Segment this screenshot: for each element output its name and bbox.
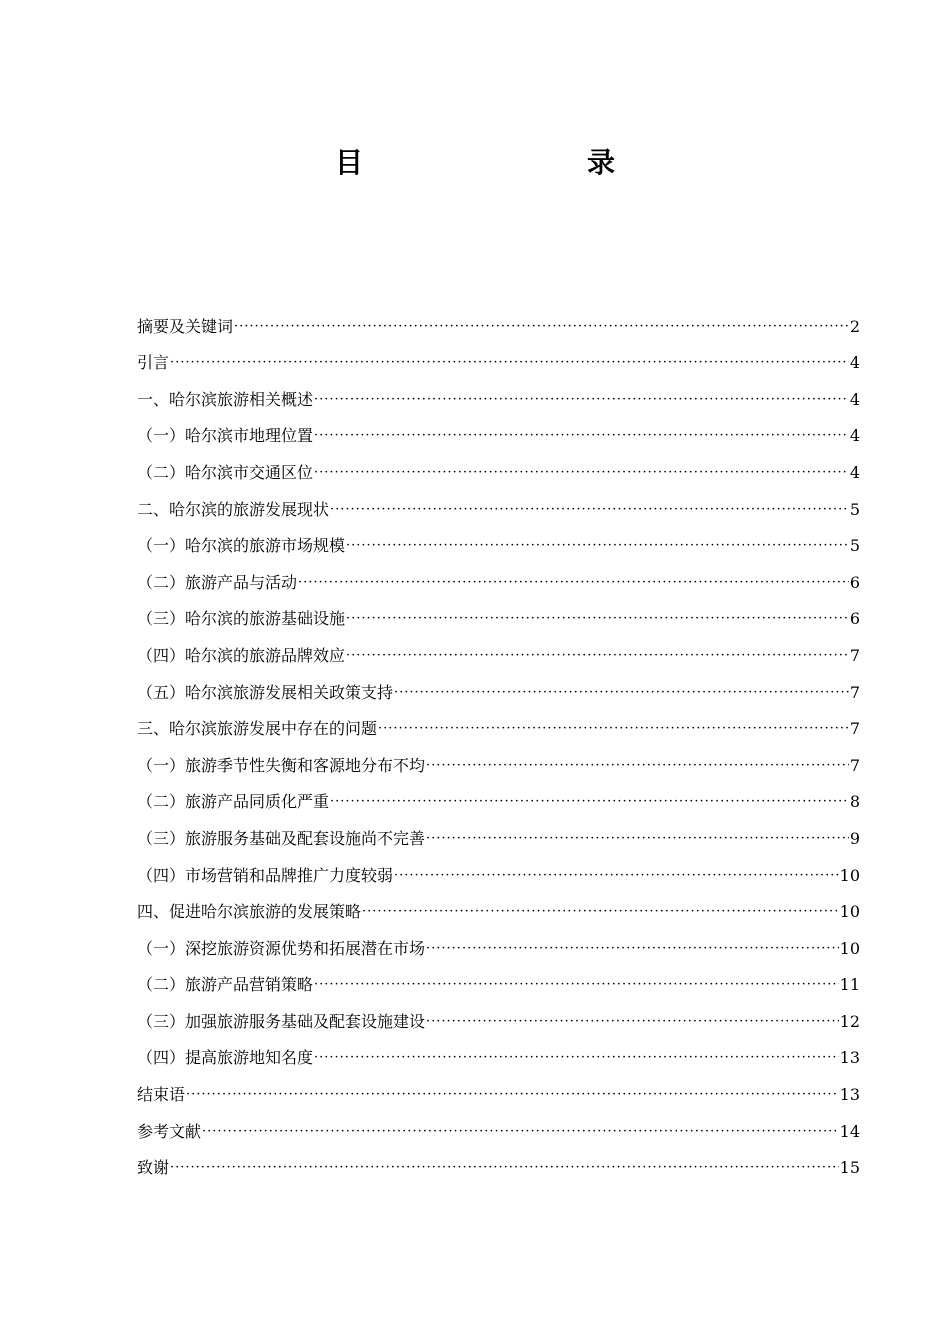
toc-entry[interactable] (137, 666, 860, 703)
toc-entry-page-number: 4 (849, 389, 860, 409)
toc-leader-dots (426, 829, 849, 849)
toc-entry-label: （三）旅游服务基础及配套设施尚不完善 (137, 828, 426, 848)
toc-entry-label: 摘要及关键词 (137, 316, 234, 336)
toc-entry-label: （二）旅游产品与活动 (137, 572, 298, 592)
toc-entry-label: 三、哈尔滨旅游发展中存在的问题 (137, 719, 378, 739)
toc-entry-page-number: 15 (839, 1158, 860, 1178)
toc-leader-dots (330, 792, 849, 812)
toc-entry-label: 四、促进哈尔滨旅游的发展策略 (137, 902, 362, 922)
toc-entry-page-number: 7 (849, 755, 860, 775)
toc-entry-page-number: 5 (849, 499, 860, 519)
toc-entry-page-number: 13 (839, 1085, 860, 1105)
toc-entry-label: （四）哈尔滨的旅游品牌效应 (137, 645, 346, 665)
toc-entry-page-number: 8 (849, 792, 860, 812)
toc-entry-page-number: 5 (849, 536, 860, 556)
toc-entry[interactable] (137, 739, 860, 776)
toc-leader-dots (314, 975, 839, 995)
toc-entry[interactable] (137, 1105, 860, 1142)
toc-leader-dots (426, 939, 839, 959)
toc-leader-dots (346, 646, 849, 666)
toc-entry[interactable] (137, 483, 860, 520)
toc-entry[interactable] (137, 812, 860, 849)
toc-entry-label: （三）加强旅游服务基础及配套设施建设 (137, 1011, 426, 1031)
toc-entry-page-number: 14 (839, 1121, 860, 1141)
toc-entry-page-number: 10 (839, 865, 860, 885)
toc-entry[interactable] (137, 1032, 860, 1069)
toc-leader-dots (202, 1122, 839, 1142)
toc-entry-label: 结束语 (137, 1085, 186, 1105)
toc-entry[interactable] (137, 629, 860, 666)
toc-entry[interactable] (137, 410, 860, 447)
toc-entry-label: 引言 (137, 353, 170, 373)
toc-entry[interactable] (137, 959, 860, 996)
toc-entry-page-number: 4 (849, 426, 860, 446)
toc-entry-page-number: 13 (839, 1048, 860, 1068)
toc-leader-dots (362, 902, 839, 922)
toc-entry-label: （二）哈尔滨市交通区位 (137, 462, 314, 482)
toc-entry-label: （三）哈尔滨的旅游基础设施 (137, 609, 346, 629)
toc-entry-page-number: 12 (839, 1011, 860, 1031)
toc-entry-page-number: 4 (849, 462, 860, 482)
toc-leader-dots (170, 353, 849, 373)
toc-leader-dots (314, 390, 849, 410)
toc-entry-label: （二）旅游产品同质化严重 (137, 792, 330, 812)
toc-entry-page-number: 4 (849, 353, 860, 373)
toc-entry[interactable] (137, 1142, 860, 1179)
toc-entry-label: （一）旅游季节性失衡和客源地分布不均 (137, 755, 426, 775)
toc-entry-page-number: 6 (849, 609, 860, 629)
toc-entry-label: （一）哈尔滨的旅游市场规模 (137, 536, 346, 556)
toc-entry-page-number: 10 (839, 902, 860, 922)
toc-leader-dots (426, 1012, 839, 1032)
toc-entry-page-number: 7 (849, 682, 860, 702)
toc-entry[interactable] (137, 593, 860, 630)
toc-entry-label: （一）哈尔滨市地理位置 (137, 426, 314, 446)
toc-leader-dots (170, 1158, 839, 1178)
toc-entry[interactable] (137, 886, 860, 923)
toc-entry[interactable] (137, 446, 860, 483)
toc-leader-dots (426, 756, 849, 776)
toc-entry-page-number: 9 (849, 828, 860, 848)
toc-entry[interactable] (137, 776, 860, 813)
toc-entry-label: （一）深挖旅游资源优势和拓展潜在市场 (137, 938, 426, 958)
toc-entry-label: （四）市场营销和品牌推广力度较弱 (137, 865, 394, 885)
toc-leader-dots (346, 536, 849, 556)
toc-leader-dots (314, 426, 849, 446)
toc-leader-dots (186, 1085, 839, 1105)
toc-entry[interactable] (137, 520, 860, 557)
toc-entry[interactable] (137, 995, 860, 1032)
toc-leader-dots (314, 1048, 839, 1068)
toc-entry-label: 参考文献 (137, 1121, 202, 1141)
toc-entry[interactable] (137, 337, 860, 374)
toc-entry-label: （二）旅游产品营销策略 (137, 975, 314, 995)
toc-entry[interactable] (137, 556, 860, 593)
toc-entry[interactable] (137, 300, 860, 337)
toc-entry-page-number: 7 (849, 645, 860, 665)
toc-entry-page-number: 11 (839, 975, 860, 995)
toc-entry-label: 二、哈尔滨的旅游发展现状 (137, 499, 330, 519)
toc-entry-page-number: 7 (849, 719, 860, 739)
toc-entry[interactable] (137, 703, 860, 740)
toc-entry-label: 一、哈尔滨旅游相关概述 (137, 389, 314, 409)
toc-entry-page-number: 10 (839, 938, 860, 958)
toc-leader-dots (378, 719, 849, 739)
toc-entry-page-number: 6 (849, 572, 860, 592)
toc-entry[interactable] (137, 849, 860, 886)
toc-leader-dots (314, 463, 849, 483)
toc-leader-dots (234, 317, 849, 337)
toc-entry[interactable] (137, 922, 860, 959)
toc-entry-label: （四）提高旅游地知名度 (137, 1048, 314, 1068)
toc-entry-label: （五）哈尔滨旅游发展相关政策支持 (137, 682, 394, 702)
toc-entry[interactable] (137, 373, 860, 410)
toc-leader-dots (394, 866, 839, 886)
toc-entry[interactable] (137, 1068, 860, 1105)
page-title: 目 录 (334, 146, 671, 179)
toc-entry-label: 致谢 (137, 1158, 170, 1178)
toc-leader-dots (346, 609, 849, 629)
toc-entry-page-number: 2 (849, 316, 860, 336)
toc-leader-dots (298, 573, 849, 593)
table-of-contents (137, 300, 860, 1178)
toc-leader-dots (330, 500, 849, 520)
toc-leader-dots (394, 683, 849, 703)
